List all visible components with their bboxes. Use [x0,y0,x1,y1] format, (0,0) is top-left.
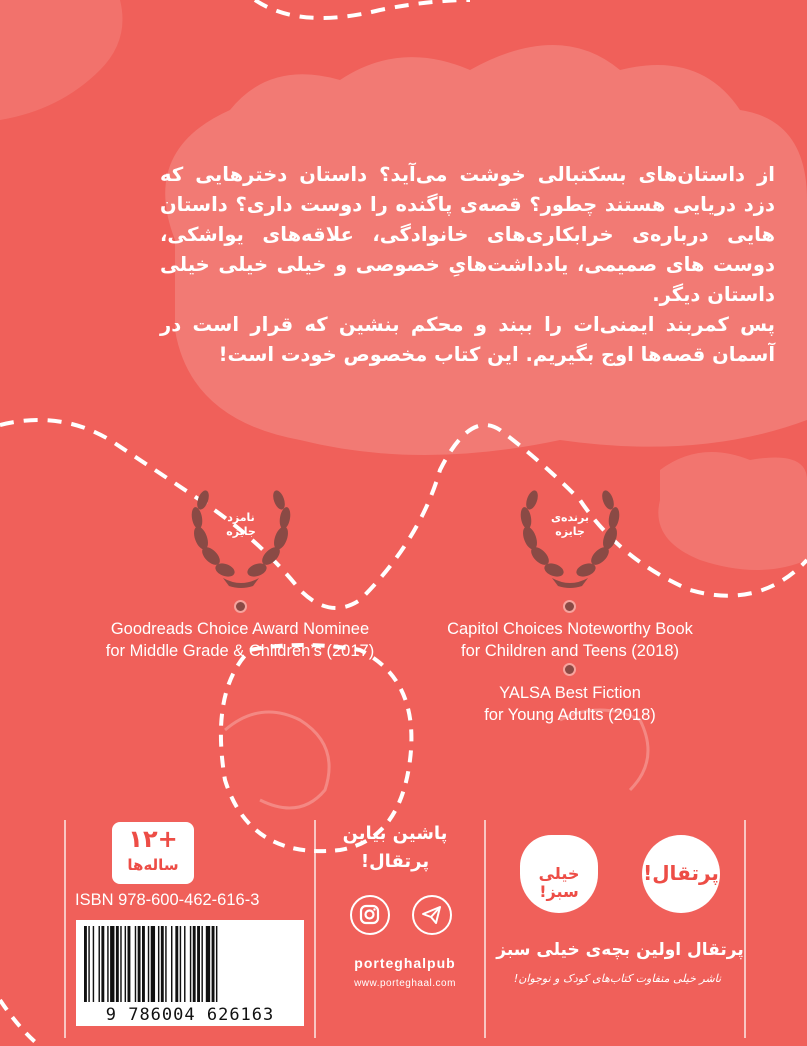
yalsa-award-line2: for Young Adults (2018) [484,706,656,724]
publisher-subtitle: ناشر خیلی متفاوت کتاب‌های کودک و نوجوان! [513,972,722,985]
bullet-dot [563,600,576,613]
barcode-digits: 9 786004 626163 [105,1005,275,1025]
porteghal-logo [642,835,720,913]
slogan [330,820,460,876]
barcode-bar [161,926,164,1002]
winner-badge-line2: جایزه [555,525,585,538]
barcode [76,920,304,1026]
barcode-bar [116,926,119,1002]
barcode-bar [151,926,155,1002]
kheili-sabz-logo [520,835,598,913]
instagram-icon[interactable] [350,895,390,935]
nominee-badge-line1: نامزد [227,511,255,524]
barcode-bar [201,926,202,1002]
age-rating-badge [112,822,194,884]
barcode-bar [138,926,141,1002]
barcode-bar [99,926,100,1002]
capitol-award-line2: for Children and Teens (2018) [461,642,679,660]
barcode-bar [193,926,196,1002]
blurb-paragraph-1: از داستان‌های بسکتبالی خوشت می‌آید؟ داستان دخترهایی که دزد دریایی هستند چطور؟ قصه‌ی پاگنده را دوست داری؟ داستان هایی درباره‌ی خرابکاری‌های خانوادگی، علاقه‌های یواشکی، دوست های صمیمی، یادداشت‌هایِ خصوصی و خیلی خیلی خیلی داستان دیگر. [160,163,775,306]
barcode-bar [88,926,89,1002]
yalsa-award-line1: YALSA Best Fiction [499,684,641,702]
barcode-bar [84,926,87,1002]
isbn-number: ISBN 978-600-462-616-3 [75,891,260,909]
barcode-bars [76,920,304,1004]
barcode-bar [125,926,126,1002]
barcode-bar [216,926,217,1002]
barcode-bar [107,926,108,1002]
barcode-bar [184,926,185,1002]
social-handle[interactable]: porteghalpub [354,955,456,971]
bullet-dot [563,663,576,676]
age-rating-number: +۱۲ [128,825,178,853]
winner-laurel-badge [512,478,628,590]
winner-badge-line1: برنده‌ی [550,511,590,524]
barcode-bar [148,926,149,1002]
barcode-bar [128,926,131,1002]
capitol-award-line1: Capitol Choices Noteworthy Book [447,620,693,638]
barcode-bar [212,926,215,1002]
publisher-tagline: پرتقال اولین بچه‌ی خیلی سبز [496,940,744,960]
porteghal-logo-text: پرتقال! [643,861,719,885]
goodreads-award [70,618,410,662]
barcode-bar [142,926,145,1002]
bullet-dot [234,600,247,613]
barcode-bar [206,926,210,1002]
capitol-award [420,618,720,662]
nominee-laurel-badge [183,478,299,590]
telegram-icon[interactable] [412,895,452,935]
barcode-bar [171,926,172,1002]
barcode-bar [165,926,166,1002]
barcode-bar [135,926,136,1002]
barcode-bar [180,926,181,1002]
winner-badge-text [540,511,600,539]
barcode-bar [93,926,94,1002]
goodreads-award-line1: Goodreads Choice Award Nominee [110,620,370,638]
barcode-bar [190,926,191,1002]
barcode-bar [120,926,121,1002]
slogan-line1: پاشین بیاین [342,823,448,844]
nominee-badge-line2: جایزه [226,525,256,538]
age-rating-label: ساله‌ها [127,856,179,874]
barcode-bar [158,926,159,1002]
barcode-bar [197,926,200,1002]
slogan-line2: پرتقال! [360,851,430,872]
barcode-bar [175,926,178,1002]
blurb-paragraph-2: پس کمربند ایمنی‌ات را ببند و محکم بنشین که قرار است در آسمان قصه‌ها اوج بگیریم. این کتاب مخصوص خودت است! [160,313,775,366]
barcode-bar [101,926,104,1002]
back-cover-blurb [160,160,775,370]
nominee-badge-text [211,511,271,539]
publisher-website[interactable]: www.porteghaal.com [354,978,456,989]
goodreads-award-line2: for Middle Grade & Children’s (2017) [105,642,375,660]
kheili-sabz-logo-text: خیلی سبز! [538,864,580,901]
barcode-bar [110,926,114,1002]
yalsa-award [440,682,700,726]
